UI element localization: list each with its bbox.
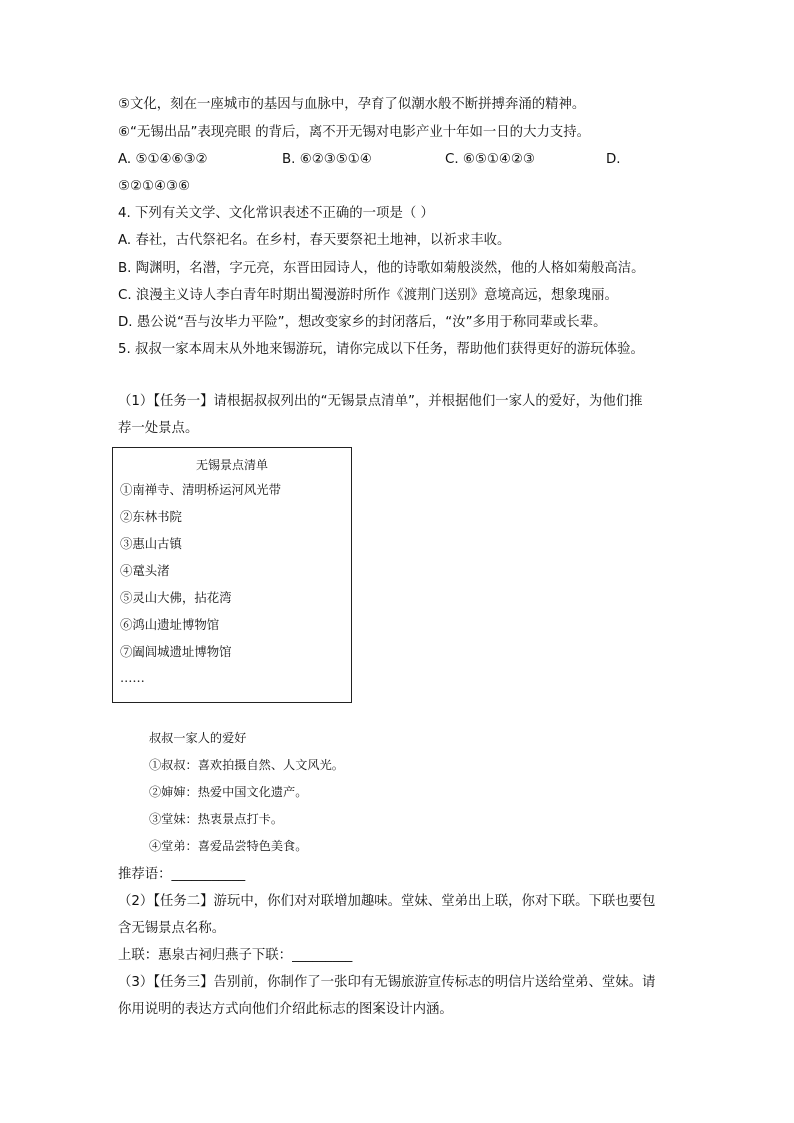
scenic-list-item: …… — [120, 670, 145, 685]
option-d-continued: ⑤②①④③⑥ — [118, 179, 191, 194]
couplet-line: 上联：惠泉古祠归燕子下联：_________ — [118, 948, 353, 963]
question-4-option-a: A. 春社，古代祭祀名。在乡村，春天要祭祀土地神，以祈求丰收。 — [118, 233, 511, 248]
hobby-item: ③堂妹：热衷景点打卡。 — [149, 812, 284, 826]
question-5-stem: 5. 叔叔一家本周末从外地来锡游玩，请你完成以下任务，帮助他们获得更好的游玩体验。 — [118, 342, 644, 357]
question-4-option-b: B. 陶渊明，名潜，字元亮，东晋田园诗人，他的诗歌如菊般淡然，他的人格如菊般高洁。 — [118, 261, 645, 276]
option-a: A. ⑤①④⑥③② — [118, 152, 208, 167]
scenic-list-item: ⑤灵山大佛，拈花湾 — [120, 590, 232, 605]
task-3-line-2: 你用说明的表达方式向他们介绍此标志的图案设计内涵。 — [118, 1002, 453, 1017]
sentence-6: ⑥“无锡出品”表现亮眼 的背后，离不开无锡对电影产业十年如一日的大力支持。 — [118, 125, 591, 140]
question-4-option-c: C. 浪漫主义诗人李白青年时期出蜀漫游时所作《渡荆门送别》意境高远，想象瑰丽。 — [118, 288, 618, 303]
task-1-line-2: 荐一处景点。 — [118, 421, 199, 436]
option-c: C. ⑥⑤①④②③ — [445, 152, 535, 167]
scenic-list-item: ④鼋头渚 — [120, 563, 170, 578]
question-4-option-d: D. 愚公说“吾与汝毕力平险”，想改变家乡的封闭落后，“汝”多用于称同辈或长辈。 — [118, 315, 607, 330]
hobby-item: ②婶婶：热爱中国文化遗产。 — [149, 785, 308, 799]
hobby-item: ④堂弟：喜爱品尝特色美食。 — [149, 839, 308, 853]
task-1-line-1: （1）【任务一】请根据叔叔列出的“无锡景点清单”，并根据他们一家人的爱好，为他们推 — [118, 394, 643, 409]
scenic-list-item: ②东林书院 — [120, 509, 182, 524]
scenic-list-box — [112, 447, 352, 703]
scenic-list-item: ⑦阖闾城遗址博物馆 — [120, 644, 232, 659]
hobby-item: ①叔叔：喜欢拍摄自然、人文风光。 — [149, 758, 344, 772]
task-2-line-2: 含无锡景点名称。 — [118, 921, 226, 936]
task-3-line-1: （3）【任务三】告别前，你制作了一张印有无锡旅游宣传标志的明信片送给堂弟、堂妹。请 — [118, 975, 656, 990]
option-d: D. — [606, 152, 621, 167]
task-2-line-1: （2）【任务二】游玩中，你们对对联增加趣味。堂妹、堂弟出上联，你对下联。下联也要包 — [118, 894, 656, 909]
scenic-list-title: 无锡景点清单 — [195, 458, 268, 472]
option-b: B. ⑥②③⑤①④ — [282, 152, 372, 167]
sentence-5: ⑤文化，刻在一座城市的基因与血脉中，孕育了似潮水般不断拼搏奔涌的精神。 — [118, 97, 586, 112]
question-4-stem: 4. 下列有关文学、文化常识表述不正确的一项是（ ） — [118, 206, 434, 221]
scenic-list-item: ③惠山古镇 — [120, 536, 182, 551]
recommend-line: 推荐语：___________ — [118, 867, 246, 882]
scenic-list-item: ①南禅寺、清明桥运河风光带 — [120, 482, 282, 497]
hobbies-title: 叔叔一家人的爱好 — [149, 731, 247, 745]
scenic-list-item: ⑥鸿山遗址博物馆 — [120, 617, 220, 632]
